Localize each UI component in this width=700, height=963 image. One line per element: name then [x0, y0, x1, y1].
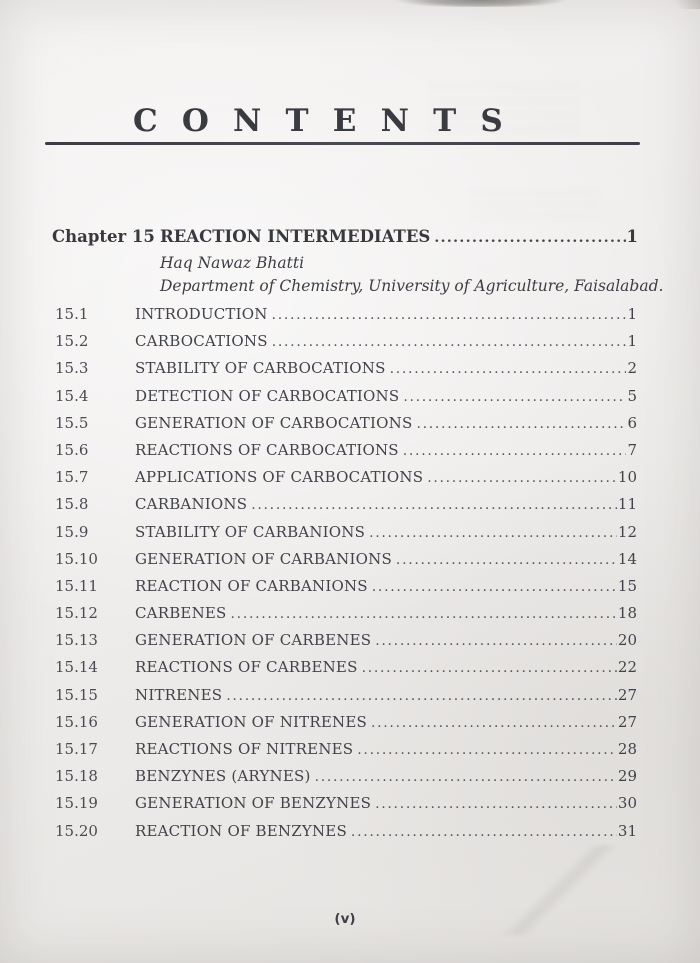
- entry-page-number: 15: [617, 576, 637, 595]
- entry-number: 15.16: [55, 712, 98, 731]
- entry-number: 15.11: [55, 576, 98, 595]
- entry-title: CARBANIONS: [135, 495, 248, 514]
- chapter-affiliation: Department of Chemistry, University of Agriculture, Faisalabad.: [160, 277, 664, 295]
- entry-page-number: 11: [617, 495, 637, 514]
- entry-number: 15.4: [55, 386, 89, 405]
- page-title: CONTENTS: [133, 103, 527, 139]
- toc-entry-row: [55, 627, 637, 654]
- entry-number: 15.6: [55, 440, 89, 459]
- dot-leader: [372, 573, 617, 601]
- entry-page-number: 1: [627, 305, 637, 323]
- toc-entry-row: [55, 546, 637, 573]
- dot-leader: [390, 355, 627, 383]
- entry-number: 15.1: [55, 305, 89, 323]
- dot-leader: [427, 464, 617, 492]
- entry-page-number: 2: [627, 359, 637, 378]
- toc-entry-row: [55, 763, 637, 790]
- dot-leader: [375, 627, 617, 655]
- title-underline: [45, 142, 640, 145]
- entry-title: REACTIONS OF CARBOCATIONS: [135, 440, 399, 459]
- entry-title: STABILITY OF CARBOCATIONS: [135, 359, 386, 378]
- dot-leader: [351, 818, 617, 846]
- dot-leader: [375, 790, 617, 818]
- toc-entry-row: [55, 682, 637, 709]
- entry-title: REACTION OF BENZYNES: [135, 821, 347, 840]
- entry-title: BENZYNES (ARYNES): [135, 767, 311, 786]
- scan-corner-artifact: [670, 0, 700, 9]
- entry-page-number: 1: [627, 332, 637, 351]
- chapter-label: Chapter 15: [52, 227, 155, 246]
- toc-entry-row: [55, 736, 637, 763]
- bleed-through-smudge: [470, 188, 600, 218]
- dot-leader: [396, 546, 617, 574]
- toc-entry-row: [55, 790, 637, 817]
- entry-number: 15.3: [55, 359, 89, 378]
- dot-leader: [369, 519, 617, 547]
- entry-number: 15.8: [55, 495, 89, 514]
- toc-entry-list: [55, 301, 637, 845]
- entry-title: GENERATION OF CARBANIONS: [135, 549, 392, 568]
- entry-page-number: 27: [617, 712, 637, 731]
- dot-leader: [362, 654, 617, 682]
- entry-page-number: 22: [617, 658, 637, 677]
- entry-title: NITRENES: [135, 685, 223, 704]
- dot-leader: [315, 763, 617, 791]
- entry-page-number: 27: [617, 685, 637, 704]
- toc-entry-row: [55, 464, 637, 491]
- entry-title: REACTION OF CARBANIONS: [135, 576, 368, 595]
- toc-entry-row: [55, 519, 637, 546]
- chapter-page-number: 1: [626, 227, 638, 246]
- entry-page-number: 7: [627, 440, 637, 459]
- dot-leader: [371, 709, 617, 737]
- toc-entry-row: [55, 437, 637, 464]
- entry-title: GENERATION OF NITRENES: [135, 712, 367, 731]
- entry-page-number: 29: [617, 767, 637, 786]
- entry-page-number: 10: [617, 468, 637, 487]
- entry-page-number: 28: [617, 740, 637, 758]
- entry-number: 15.20: [55, 821, 98, 840]
- entry-title: REACTIONS OF NITRENES: [135, 740, 354, 758]
- entry-page-number: 31: [617, 821, 637, 840]
- entry-number: 15.2: [55, 332, 89, 351]
- dot-leader: [403, 437, 627, 465]
- chapter-title: REACTION INTERMEDIATES: [160, 227, 431, 246]
- scan-edge-artifact: [392, 0, 570, 7]
- entry-title: REACTIONS OF CARBENES: [135, 658, 358, 677]
- entry-page-number: 18: [617, 604, 637, 623]
- toc-entry-row: [55, 328, 637, 355]
- entry-number: 15.9: [55, 522, 89, 541]
- toc-entry-row: [55, 600, 637, 627]
- entry-title: GENERATION OF CARBENES: [135, 631, 372, 650]
- entry-number: 15.15: [55, 685, 98, 704]
- entry-title: INTRODUCTION: [135, 305, 268, 323]
- dot-leader: [416, 410, 626, 438]
- entry-title: APPLICATIONS OF CARBOCATIONS: [135, 468, 424, 487]
- entry-page-number: 12: [617, 522, 637, 541]
- entry-number: 15.10: [55, 549, 98, 568]
- entry-page-number: 20: [617, 631, 637, 650]
- toc-entry-row: [55, 491, 637, 518]
- entry-title: DETECTION OF CARBOCATIONS: [135, 386, 400, 405]
- entry-number: 15.19: [55, 794, 98, 813]
- entry-title: CARBENES: [135, 604, 227, 623]
- entry-number: 15.12: [55, 604, 98, 623]
- entry-title: GENERATION OF BENZYNES: [135, 794, 372, 813]
- entry-title: GENERATION OF CARBOCATIONS: [135, 413, 413, 432]
- page-number-marker: (v): [334, 911, 356, 927]
- dot-leader: [403, 383, 626, 411]
- entry-page-number: 5: [627, 386, 637, 405]
- dot-leader: [231, 600, 617, 628]
- entry-title: STABILITY OF CARBANIONS: [135, 522, 366, 541]
- dot-leader: [251, 491, 617, 519]
- entry-number: 15.14: [55, 658, 98, 677]
- entry-page-number: 30: [617, 794, 637, 813]
- entry-number: 15.5: [55, 413, 89, 432]
- toc-entry-row: [55, 410, 637, 437]
- dot-leader: [226, 682, 617, 710]
- entry-page-number: 14: [617, 549, 637, 568]
- entry-page-number: 6: [627, 413, 637, 432]
- chapter-author: Haq Nawaz Bhatti: [160, 254, 305, 272]
- toc-entry-row: [55, 709, 637, 736]
- dot-leader: [272, 301, 627, 329]
- toc-entry-row: [55, 383, 637, 410]
- toc-entry-row: [55, 818, 637, 845]
- entry-title: CARBOCATIONS: [135, 332, 268, 351]
- entry-number: 15.18: [55, 767, 98, 786]
- chapter-heading-row: [52, 227, 638, 246]
- toc-entry-row: [55, 654, 637, 681]
- toc-entry-row: [55, 573, 637, 600]
- toc-entry-row: [55, 355, 637, 382]
- entry-number: 15.13: [55, 631, 98, 650]
- dot-leader: [272, 328, 627, 356]
- entry-number: 15.17: [55, 740, 98, 758]
- toc-entry-row: [55, 301, 637, 328]
- dot-leader: [434, 227, 625, 246]
- dot-leader: [357, 736, 617, 764]
- entry-number: 15.7: [55, 468, 89, 487]
